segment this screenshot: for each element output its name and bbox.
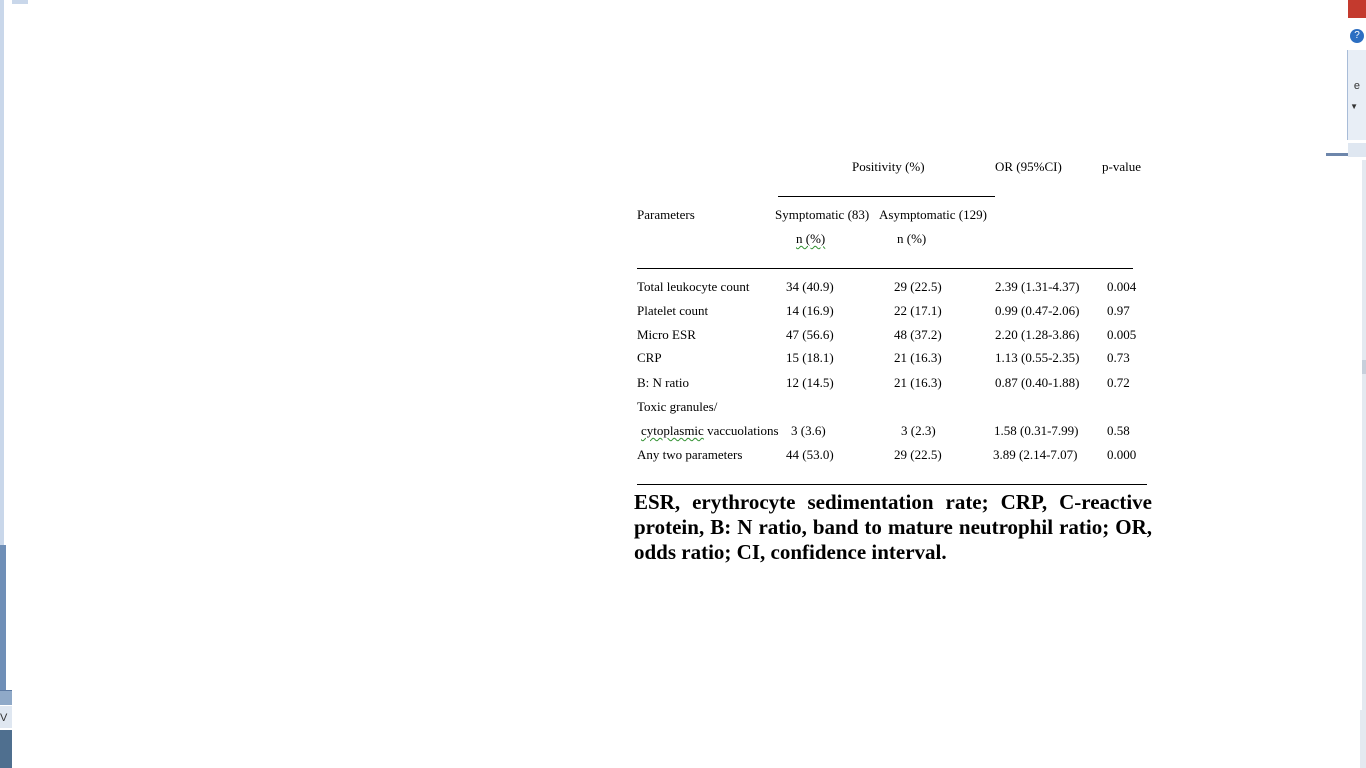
help-icon[interactable]: ? xyxy=(1350,29,1364,43)
chevron-down-icon[interactable]: ▼ xyxy=(1350,102,1358,111)
left-view-glyph: V xyxy=(0,712,8,724)
row-parameter: Micro ESR xyxy=(637,327,696,342)
row-symptomatic: 14 (16.9) xyxy=(786,303,834,318)
header-asym-n: n (%) xyxy=(897,231,927,246)
row-or: 1.58 (0.31-7.99) xyxy=(994,423,1079,438)
header-or: OR (95%CI) xyxy=(995,159,1062,174)
row-parameter-part-b: vaccuolations xyxy=(703,423,779,438)
row-asymptomatic: 22 (17.1) xyxy=(894,303,942,318)
row-asymptomatic: 48 (37.2) xyxy=(894,327,942,342)
table-footnote: ESR, erythrocyte sedimentation rate; CRP, C-reactive protein, B: N ratio, band to mature neutrophil ratio; OR, odds ratio; CI, confidence interval. xyxy=(634,490,1152,564)
row-asymptomatic: 21 (16.3) xyxy=(894,375,942,390)
row-or: 2.39 (1.31-4.37) xyxy=(995,279,1080,294)
header-bottom-rule xyxy=(637,268,1133,269)
ribbon-edge-letter: e xyxy=(1353,80,1360,92)
row-pvalue: 0.004 xyxy=(1107,279,1137,294)
row-symptomatic: 44 (53.0) xyxy=(786,447,834,462)
row-pvalue: 0.005 xyxy=(1107,327,1137,342)
row-parameter: Platelet count xyxy=(637,303,709,318)
row-pvalue: 0.73 xyxy=(1107,350,1130,365)
row-or: 2.20 (1.28-3.86) xyxy=(995,327,1080,342)
row-symptomatic: 3 (3.6) xyxy=(791,423,826,438)
header-positivity: Positivity (%) xyxy=(852,159,925,174)
row-parameter: Toxic granules/ xyxy=(637,399,718,414)
row-parameter-part-a: cytoplasmic xyxy=(641,423,704,438)
row-or: 3.89 (2.14-7.07) xyxy=(993,447,1078,462)
header-pvalue: p-value xyxy=(1102,159,1141,174)
header-sym-n: n (%) xyxy=(796,231,826,246)
row-pvalue: 0.58 xyxy=(1107,423,1130,438)
row-parameter: CRP xyxy=(637,350,662,365)
header-symptomatic: Symptomatic (83) xyxy=(775,207,870,222)
positivity-header-rule xyxy=(778,196,995,197)
row-or: 0.87 (0.40-1.88) xyxy=(995,375,1080,390)
row-or: 1.13 (0.55-2.35) xyxy=(995,350,1080,365)
row-asymptomatic: 29 (22.5) xyxy=(894,447,942,462)
row-symptomatic: 12 (14.5) xyxy=(786,375,834,390)
row-parameter xyxy=(641,423,779,439)
row-symptomatic: 34 (40.9) xyxy=(786,279,834,294)
row-pvalue: 0.97 xyxy=(1107,303,1130,318)
table-bottom-rule xyxy=(637,484,1147,485)
row-asymptomatic: 3 (2.3) xyxy=(901,423,936,438)
row-parameter: B: N ratio xyxy=(637,375,689,390)
header-parameters: Parameters xyxy=(637,207,695,222)
row-parameter: Any two parameters xyxy=(637,447,743,462)
row-symptomatic: 47 (56.6) xyxy=(786,327,834,342)
row-pvalue: 0.000 xyxy=(1107,447,1137,462)
row-asymptomatic: 29 (22.5) xyxy=(894,279,942,294)
header-asymptomatic: Asymptomatic (129) xyxy=(879,207,987,222)
row-parameter: Total leukocyte count xyxy=(637,279,750,294)
row-asymptomatic: 21 (16.3) xyxy=(894,350,942,365)
row-pvalue: 0.72 xyxy=(1107,375,1130,390)
row-or: 0.99 (0.47-2.06) xyxy=(995,303,1080,318)
row-symptomatic: 15 (18.1) xyxy=(786,350,834,365)
